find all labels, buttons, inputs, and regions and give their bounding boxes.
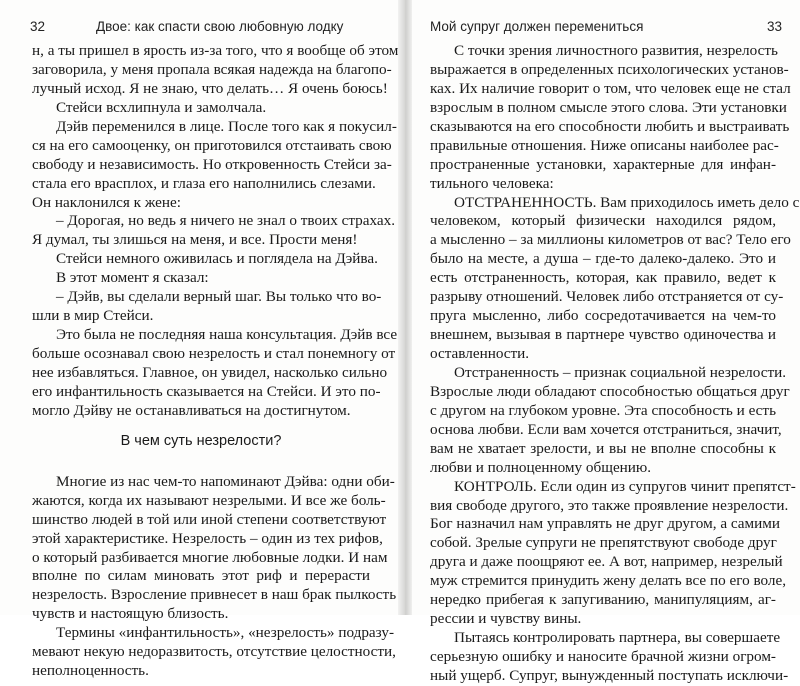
- text-line: ОТСТРАНЕННОСТЬ. Вам приходилось иметь дело с: [454, 193, 800, 211]
- text-line: Я думал, ты злишься на меня, и все. Прости меня!: [32, 231, 358, 249]
- text-line: КОНТРОЛЬ. Если один из супругов чинит препятст-: [454, 477, 796, 495]
- section-heading: В чем суть незрелости?: [120, 432, 282, 449]
- text-line: с другом на глубоком уровне. Эта способность и есть: [430, 401, 776, 419]
- text-line: муж стремится принудить жену делать все по его воле,: [430, 572, 787, 590]
- text-line: чувств и настоящую близость.: [32, 605, 229, 623]
- text-line: стала его врасплох, и глаза его наполнились слезами.: [32, 174, 376, 192]
- text-line: ный ущерб. Супруг, вынужденный поступать исключи-: [430, 666, 789, 684]
- text-line: В этот момент я сказал:: [56, 269, 209, 287]
- text-line: Бог назначил нам управлять не друг другом, а самими: [430, 515, 781, 533]
- text-line: вия свободе другого, это также проявление незрелости.: [430, 496, 789, 514]
- text-line: свободу и независимость. Но откровенность Стейси за-: [32, 155, 392, 173]
- right-page-text: [430, 42, 800, 686]
- text-line: Стейси немного оживилась и поглядела на Дэйва.: [56, 250, 378, 268]
- text-line: лучный исход. Я не знаю, что делать… Я очень боюсь!: [32, 79, 388, 97]
- text-line: – Дэйв, вы сделали верный шаг. Вы только что во-: [56, 288, 382, 306]
- text-line: заговорила, у меня пропала всякая надежда на благопо-: [32, 60, 392, 78]
- text-line: этой характеристике. Незрелость – один из тех рифов,: [32, 529, 383, 547]
- text-line: пространенные установки, характерные для инфан-: [430, 155, 776, 173]
- text-line: Пытаясь контролировать партнера, вы совершаете: [454, 629, 781, 647]
- text-line: мевают некую недоразвитость, отсутствие целостности,: [32, 643, 396, 661]
- text-line: неполноценность.: [32, 662, 149, 680]
- text-line: тильного человека:: [430, 174, 554, 192]
- right-page-number: 33: [766, 19, 782, 34]
- text-line: оставленности.: [430, 345, 530, 362]
- spacer: [32, 461, 370, 473]
- text-line: сказываются на его способности любить и выстраивать: [430, 117, 790, 135]
- text-line: шли в мир Стейси.: [32, 307, 154, 325]
- text-line: Он наклонился к жене:: [32, 193, 181, 211]
- text-line: вполне по силам миновать этот риф и перерасти: [32, 567, 370, 585]
- text-line: о который разбивается многие любовные лодки. И нам: [32, 548, 388, 566]
- text-line: С точки зрения личностного развития, незрелость: [454, 42, 778, 59]
- right-page-header: [412, 19, 800, 41]
- text-line: его инфантильность сказывается на Стейси. И это по-: [32, 382, 381, 400]
- text-line: было на месте, а душа – где-то далеко-далеко. Это и: [430, 250, 776, 268]
- text-line: Взрослые люди обладают способностью общаться друг: [430, 382, 790, 400]
- text-line: Отстраненность – признак социальной незрелости.: [454, 363, 787, 381]
- text-line: Многие из нас чем-то напоминают Дэйва: одни оби-: [56, 472, 395, 490]
- text-line: серьезную ошибку и наносите брачной жизни огром-: [430, 648, 776, 665]
- text-line: внешнем, вызывая в партнере чувство одиночества и: [430, 326, 776, 344]
- text-line: незрелость. Взросление привнесет в наш брак пылкость: [32, 586, 397, 604]
- text-line: жаются, когда их называют незрелыми. И все же боль-: [32, 491, 386, 509]
- book-gutter: [398, 0, 412, 615]
- text-line: н, а ты пришел в ярость из-за того, что я вообще об этом: [32, 42, 399, 59]
- text-line: взрослым в полном смысле этого слова. Эти установки: [430, 98, 787, 116]
- right-page: [412, 0, 800, 684]
- text-line: есть отстраненность, которая, как правило, ведет к: [430, 269, 776, 287]
- left-running-title: Двое: как спасти свою любовную лодку: [96, 19, 344, 34]
- text-line: собой. Зрелые супруги не препятствуют свободе друг: [430, 534, 777, 552]
- text-line: нее избавляться. Главное, он увидел, насколько сильно: [32, 363, 388, 381]
- text-line: Это была не последняя наша консультация. Дэйв все: [56, 326, 398, 344]
- text-line: друга и даже поощряют ее. А вот, например, незрелый: [430, 553, 783, 571]
- left-page-header: [0, 19, 398, 41]
- right-running-title: Мой супруг должен перемениться: [430, 19, 644, 34]
- text-line: могло Дэйву не останавливаться на достигнутом.: [32, 401, 351, 419]
- text-line: правильные отношения. Ниже описаны наиболее рас-: [430, 136, 779, 154]
- text-line: – Дорогая, но ведь я ничего не знал о твоих страхах.: [56, 212, 396, 230]
- text-line: Термины «инфантильность», «незрелость» подразу-: [56, 624, 394, 642]
- text-line: выражается в определенных психологических установ-: [430, 60, 789, 78]
- text-line: больше осознавал свою незрелость и стал понемногу от: [32, 345, 396, 362]
- text-line: Дэйв переменился в лице. После того как я покусил-: [56, 117, 397, 135]
- text-line: разрыву отношений. Человек либо отстраняется от су-: [430, 288, 784, 306]
- text-line: основа любви. Если вам хочется отстраниться, значит,: [430, 420, 782, 438]
- left-page-text: [32, 42, 399, 681]
- text-line: Стейси всхлипнула и замолчала.: [56, 98, 267, 116]
- text-line: рессии и чувству вины.: [430, 610, 582, 628]
- text-line: человеком, который физически находился рядом,: [430, 212, 776, 230]
- text-line: ся на его самооценку, он приготовился отстаивать свою: [32, 136, 392, 154]
- text-line: пруга мысленно, либо сосредотачивается на чем-то: [430, 307, 776, 325]
- text-line: шинство людей в той или иной степени соответствуют: [32, 510, 387, 528]
- left-page: [0, 0, 399, 680]
- text-line: нередко прибегая к запугиванию, манипуляциям, аг-: [430, 591, 776, 609]
- text-line: любви и полноценному общению.: [430, 458, 652, 476]
- text-line: вам не хватает зрелости, и вы не вполне способны к: [430, 439, 776, 457]
- text-line: ках. Их наличие говорит о том, что человек еще не стал: [430, 79, 791, 97]
- text-line: а мысленно – за миллионы километров от вас? Тело его: [430, 231, 791, 249]
- left-page-number: 32: [30, 19, 46, 34]
